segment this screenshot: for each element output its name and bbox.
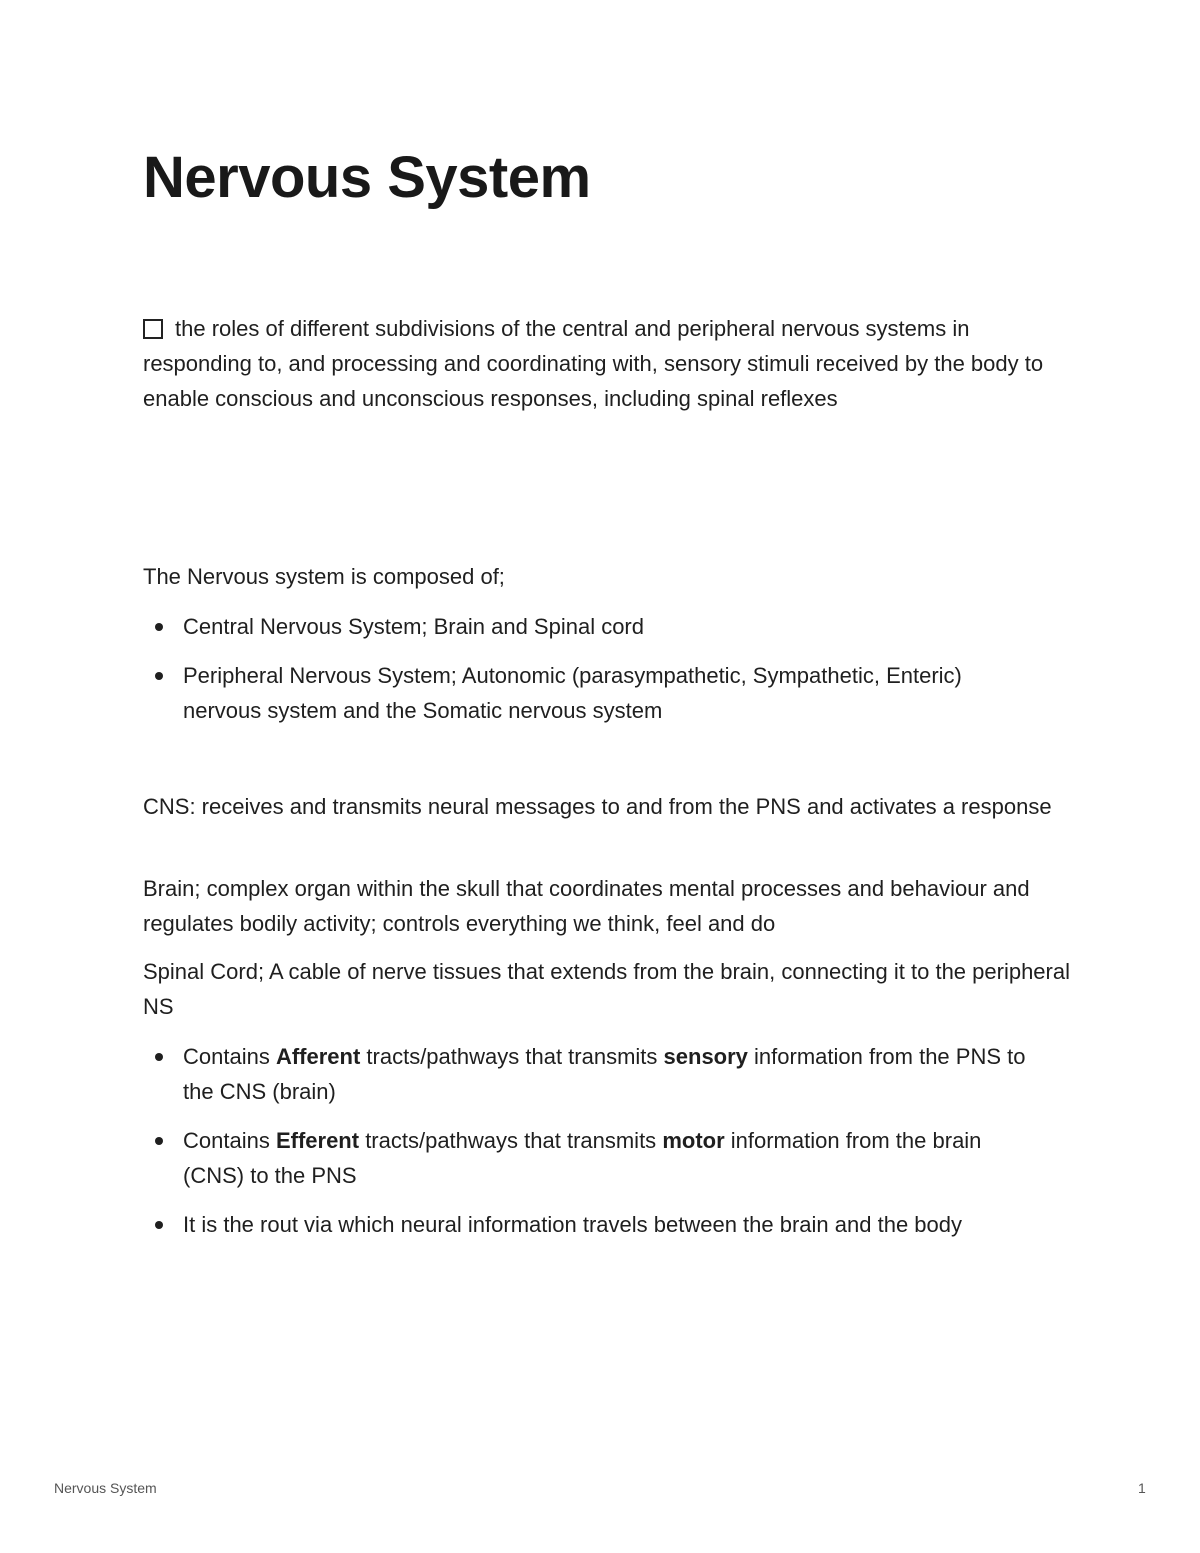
list-item (143, 609, 1043, 644)
todo-text: the roles of different subdivisions of the central and peripheral nervous systems in responding to, and processing and coordinating with, sensory stimuli received by the body to enable conscious and unconscious responses, including spinal reflexes (143, 316, 1044, 411)
list-item-text: It is the rout via which neural information travels between the brain and the body (183, 1212, 963, 1237)
bullet-icon (155, 1221, 163, 1229)
bullet-icon (155, 1137, 163, 1145)
list-item-text: Contains (183, 1128, 276, 1153)
list-item-text: Peripheral Nervous System; Autonomic (parasympathetic, Sympathetic, Enteric) nervous system and the Somatic nervous system (183, 663, 962, 723)
list-item (143, 658, 1043, 728)
composition-intro: The Nervous system is composed of; (143, 564, 505, 589)
composition-list (143, 609, 1043, 728)
bold-term: Afferent (275, 1044, 361, 1069)
spinal-cord-paragraph: Spinal Cord; A cable of nerve tissues that extends from the brain, connecting it to the peripheral NS (143, 959, 1070, 1019)
list-item-text: tracts/pathways that transmits (360, 1044, 664, 1069)
bold-term: motor (662, 1128, 725, 1153)
list-item-text: information from the PNS to the CNS (brain) (183, 1044, 1026, 1104)
cns-paragraph: CNS: receives and transmits neural messages to and from the PNS and activates a response (143, 794, 1052, 819)
list-item (143, 1123, 1043, 1193)
list-item-text: Contains (183, 1044, 276, 1069)
checkbox[interactable] (143, 319, 163, 339)
bullet-icon (155, 1053, 163, 1061)
list-item-text: Central Nervous System; Brain and Spinal cord (183, 614, 644, 639)
bold-term: sensory (663, 1044, 748, 1069)
list-item-text: information from the brain (CNS) to the PNS (183, 1128, 982, 1188)
page-number: 1 (1138, 1480, 1146, 1496)
list-item (143, 1207, 1043, 1242)
page-title: Nervous System (143, 145, 591, 210)
list-item-text: tracts/pathways that transmits (359, 1128, 663, 1153)
bullet-icon (155, 672, 163, 680)
bullet-icon (155, 623, 163, 631)
spinal-cord-list (143, 1039, 1043, 1242)
bold-term: Efferent (275, 1128, 360, 1153)
todo-item (143, 311, 1063, 416)
list-item (143, 1039, 1043, 1109)
brain-paragraph: Brain; complex organ within the skull that coordinates mental processes and behaviour and regulates bodily activity; controls everything we think, feel and do (143, 876, 1030, 936)
footer-title: Nervous System (54, 1480, 157, 1496)
